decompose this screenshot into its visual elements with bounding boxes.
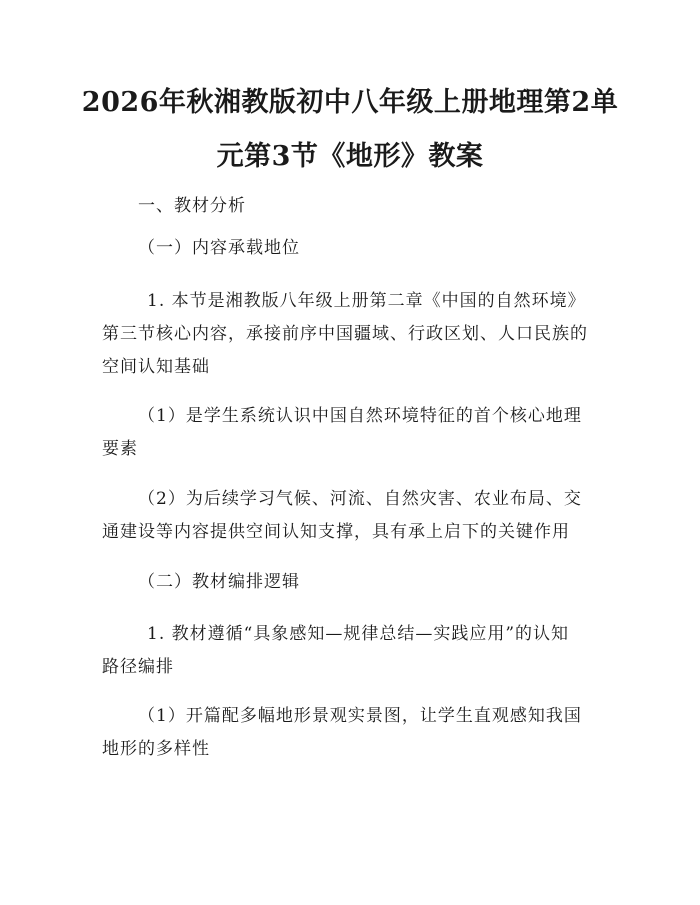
subsection-heading-1-2 [102, 566, 602, 599]
subsection-heading-1-1 [102, 232, 602, 265]
paragraph-4 [102, 618, 602, 684]
subsection-heading-1-1-text: （一）内容承载地位 [138, 238, 300, 258]
section-heading-1-text: 一、教材分析 [138, 196, 246, 216]
paragraph-1 [102, 285, 602, 384]
paragraph-4-line-2: 路径编排 [102, 657, 174, 677]
paragraph-3-line-1: （2）为后续学习气候、河流、自然灾害、农业布局、交 [138, 489, 582, 509]
paragraph-4-line-1: 1. 教材遵循“具象感知—规律总结—实践应用”的认知 [147, 624, 570, 644]
paragraph-2-line-2: 要素 [102, 439, 138, 459]
document-title-line-2: 元第3节《地形》教案 [216, 141, 484, 172]
paragraph-1-line-3: 空间认知基础 [102, 357, 210, 377]
paragraph-5-line-1: （1）开篇配多幅地形景观实景图，让学生直观感知我国 [138, 706, 582, 726]
section-heading-1 [102, 190, 602, 223]
paragraph-1-line-1: 1. 本节是湘教版八年级上册第二章《中国的自然环境》 [147, 291, 586, 311]
paragraph-5 [102, 700, 602, 766]
paragraph-2 [102, 400, 602, 466]
paragraph-3 [102, 483, 602, 549]
paragraph-5-line-2: 地形的多样性 [102, 739, 210, 759]
paragraph-1-line-2: 第三节核心内容，承接前序中国疆域、行政区划、人口民族的 [102, 324, 588, 344]
paragraph-2-line-1: （1）是学生系统认识中国自然环境特征的首个核心地理 [138, 406, 582, 426]
subsection-heading-1-2-text: （二）教材编排逻辑 [138, 572, 300, 592]
paragraph-3-line-2: 通建设等内容提供空间认知支撑，具有承上启下的关键作用 [102, 522, 570, 542]
document-title-line-1: 2026年秋湘教版初中八年级上册地理第2单 [81, 87, 619, 118]
